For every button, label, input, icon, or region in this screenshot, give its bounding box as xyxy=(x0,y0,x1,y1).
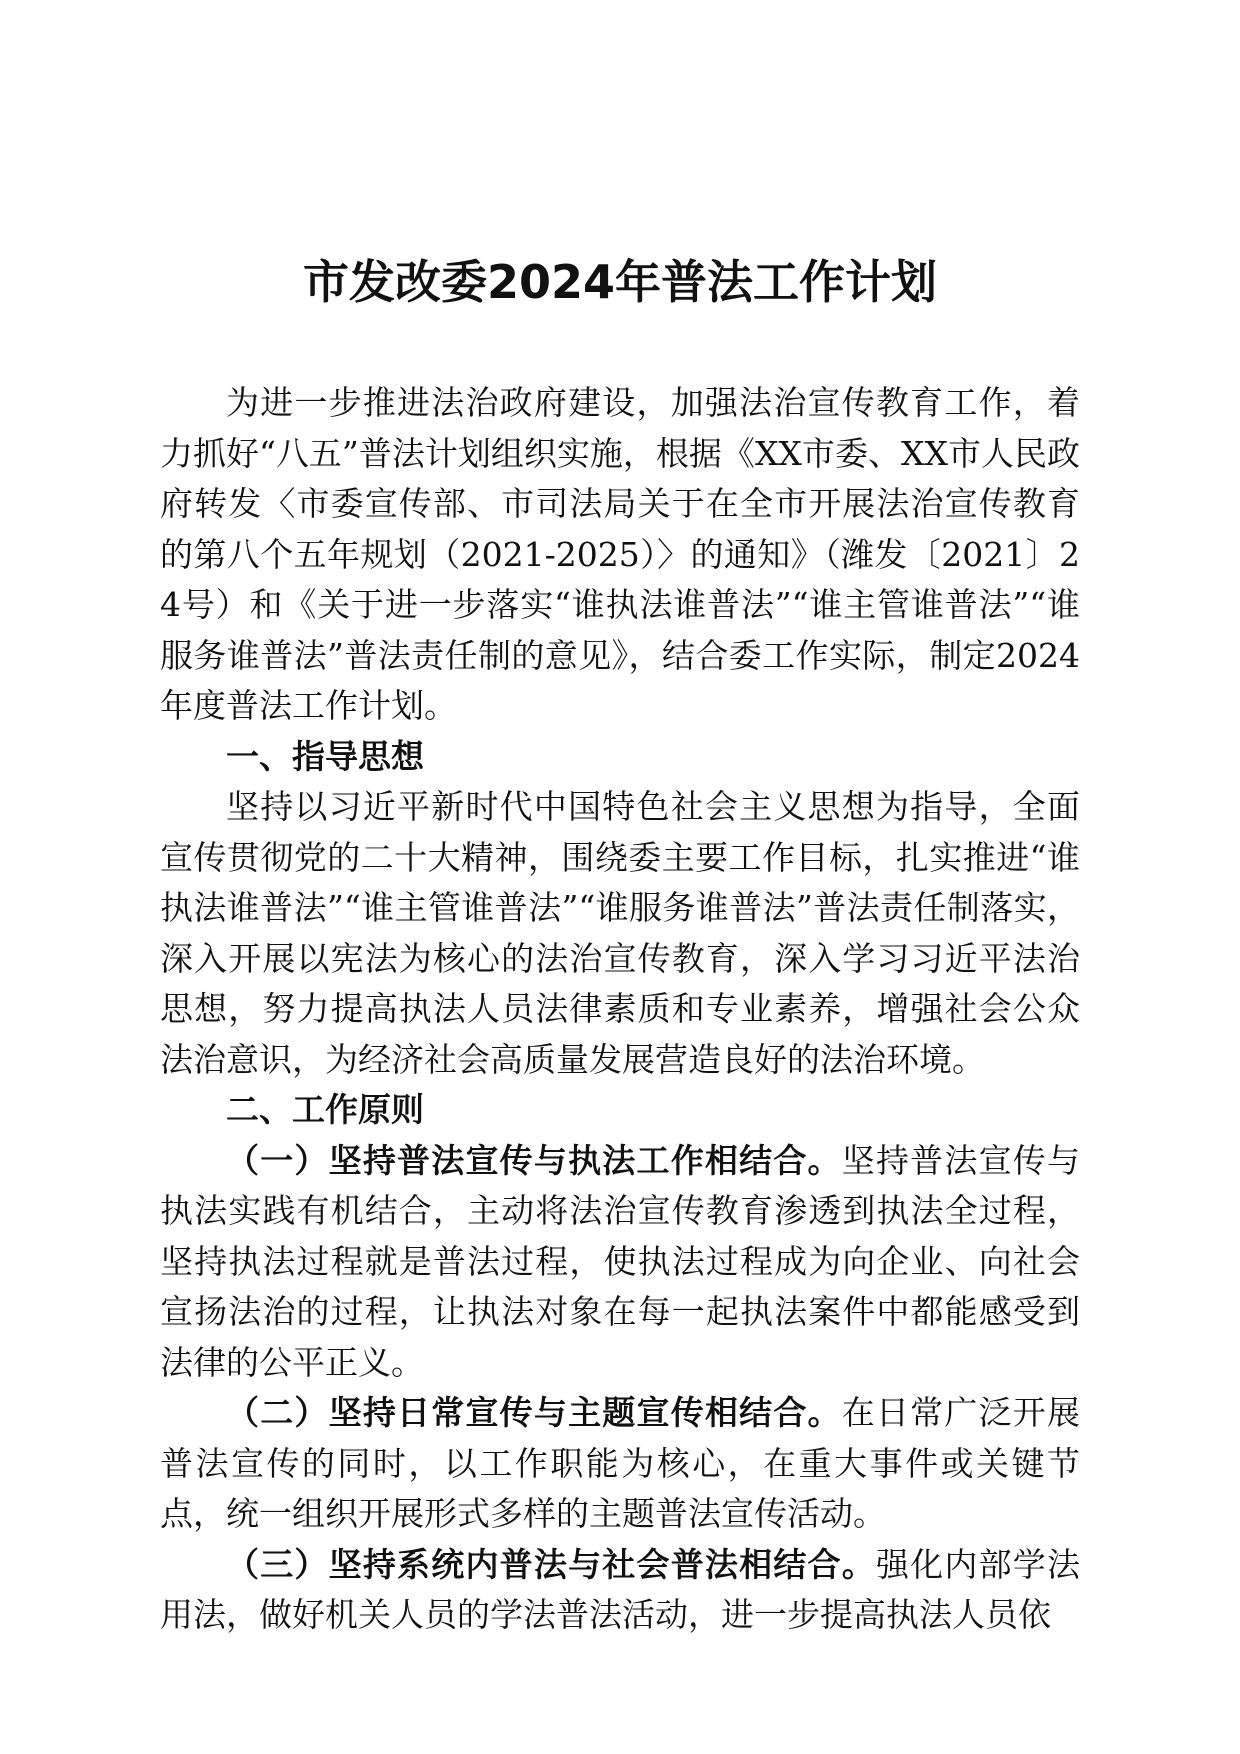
intro-paragraph: 为进一步推进法治政府建设，加强法治宣传教育工作，着力抓好“八五”普法计划组织实施，根据《XX市委、XX市人民政府转发〈市委宣传部、市司法局关于在全市开展法治宣传教育的第八个五年规划（2021-2025）〉的通知》（潍发〔2021〕24号）和《关于进一步落实“谁执法谁普法”“谁主管谁普法”“谁服务谁普法”普法责任制的意见》，结合委工作实际，制定2024年度普法工作计划。 xyxy=(160,383,1080,725)
principle-paragraph-1 xyxy=(160,1136,1080,1389)
principle-lead-2: （二）坚持日常宣传与主题宣传相结合。 xyxy=(226,1393,842,1432)
principle-text-2: 在日常广泛开展普法宣传的同时，以工作职能为核心，在重大事件或关键节点，统一组织开展形式多样的主题普法宣传活动。 xyxy=(160,1393,1081,1533)
section-heading-work-principles: 二、工作原则 xyxy=(226,1090,424,1129)
principle-paragraph-2 xyxy=(160,1388,1080,1540)
document-body xyxy=(160,378,1080,1641)
principle-paragraph-3 xyxy=(160,1540,1080,1641)
principle-lead-1: （一）坚持普法宣传与执法工作相结合。 xyxy=(226,1140,842,1180)
guiding-thought-paragraph: 坚持以习近平新时代中国特色社会主义思想为指导，全面宣传贯彻党的二十大精神，围绕委主要工作目标，扎实推进“谁执法谁普法”“谁主管谁普法”“谁服务谁普法”普法责任制落实，深入开展以宪法为核心的法治宣传教育，深入学习习近平法治思想，努力提高执法人员法律素质和专业素养，增强社会公众法治意识，为经济社会高质量发展营造良好的法治环境。 xyxy=(160,787,1080,1079)
principle-lead-3: （三）坚持系统内普法与社会普法相结合。 xyxy=(226,1544,876,1584)
section-heading-guiding-thought: 一、指导思想 xyxy=(226,736,424,776)
principle-text-1: 坚持普法宣传与执法实践有机结合，主动将法治宣传教育渗透到执法全过程，坚持执法过程就是普法过程，使执法过程成为向企业、向社会宣扬法治的过程，让执法对象在每一起执法案件中都能感受到法律的公平正义。 xyxy=(160,1140,1081,1382)
document-title: 市发改委2024年普法工作计划 xyxy=(302,255,938,309)
principle-text-3: 强化内部学法用法，做好机关人员的学法普法活动，进一步提高执法人员依 xyxy=(160,1544,1081,1634)
